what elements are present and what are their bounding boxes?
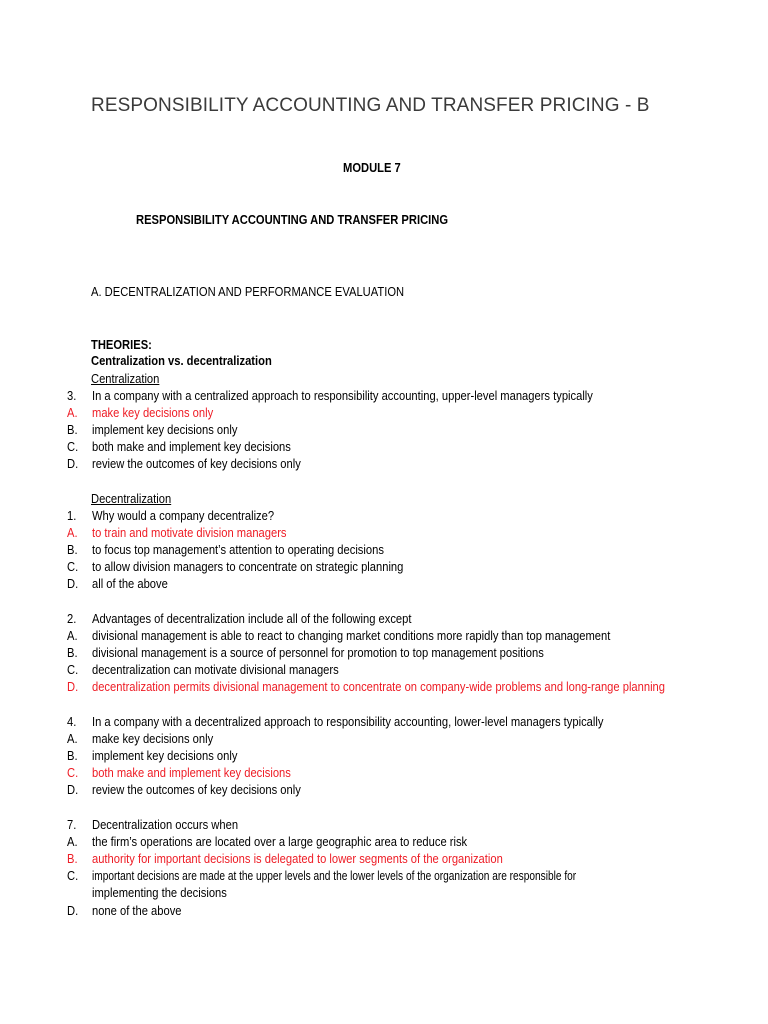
group-label: Centralization <box>91 371 160 386</box>
option-letter: D. <box>67 679 79 694</box>
question-text: Why would a company decentralize? <box>92 508 275 523</box>
section-heading: A. DECENTRALIZATION AND PERFORMANCE EVALUATION <box>91 284 405 299</box>
option-letter: D. <box>67 903 79 918</box>
option-text: decentralization can motivate divisional managers <box>92 662 339 677</box>
option-text: implement key decisions only <box>92 422 238 437</box>
option-text: both make and implement key decisions <box>92 765 291 780</box>
option-letter: C. <box>67 868 79 883</box>
option-text: review the outcomes of key decisions only <box>92 456 301 471</box>
option-text: review the outcomes of key decisions only <box>92 782 301 797</box>
option-text: to train and motivate division managers <box>92 525 287 540</box>
option-text: to focus top management’s attention to operating decisions <box>92 542 384 557</box>
question-text: Advantages of decentralization include all of the following except <box>92 611 412 626</box>
option-text: divisional management is able to react to changing market conditions more rapidly than top management <box>92 628 611 643</box>
option-letter: A. <box>67 525 78 540</box>
option-letter: B. <box>67 422 78 437</box>
option-text: to allow division managers to concentrate on strategic planning <box>92 559 404 574</box>
question-number: 1. <box>67 508 77 523</box>
option-letter: A. <box>67 405 78 420</box>
option-letter: B. <box>67 851 78 866</box>
option-text: the firm’s operations are located over a large geographic area to reduce risk <box>92 834 468 849</box>
option-text: decentralization permits divisional management to concentrate on company-wide problems and long-range planning <box>92 679 666 694</box>
option-letter: B. <box>67 748 78 763</box>
option-letter: A. <box>67 628 78 643</box>
question-text: In a company with a centralized approach to responsibility accounting, upper-level managers typically <box>92 388 593 403</box>
option-text: none of the above <box>92 903 182 918</box>
question-number: 7. <box>67 817 77 832</box>
option-letter: D. <box>67 782 79 797</box>
option-text: make key decisions only <box>92 731 214 746</box>
question-text: Decentralization occurs when <box>92 817 239 832</box>
module-heading: MODULE 7 <box>343 160 401 175</box>
option-letter: B. <box>67 645 78 660</box>
group-label: Decentralization <box>91 491 172 506</box>
option-letter: D. <box>67 576 79 591</box>
option-letter: A. <box>67 834 78 849</box>
option-text: both make and implement key decisions <box>92 439 291 454</box>
option-text: divisional management is a source of personnel for promotion to top management positions <box>92 645 544 660</box>
topic-heading: Centralization vs. decentralization <box>91 353 272 368</box>
option-letter: C. <box>67 439 79 454</box>
question-number: 3. <box>67 388 77 403</box>
option-text: authority for important decisions is delegated to lower segments of the organization <box>92 851 503 866</box>
option-text-continuation: implementing the decisions <box>92 885 227 900</box>
theories-heading: THEORIES: <box>91 337 152 352</box>
option-text: make key decisions only <box>92 405 214 420</box>
option-letter: A. <box>67 731 78 746</box>
option-letter: C. <box>67 559 79 574</box>
option-letter: B. <box>67 542 78 557</box>
question-text: In a company with a decentralized approach to responsibility accounting, lower-level managers typically <box>92 714 604 729</box>
question-number: 4. <box>67 714 77 729</box>
question-number: 2. <box>67 611 77 626</box>
option-text: implement key decisions only <box>92 748 238 763</box>
option-letter: C. <box>67 662 79 677</box>
document-title: RESPONSIBILITY ACCOUNTING AND TRANSFER PRICING - B <box>91 95 650 116</box>
option-text: all of the above <box>92 576 168 591</box>
subheading: RESPONSIBILITY ACCOUNTING AND TRANSFER PRICING <box>136 212 449 227</box>
option-text: important decisions are made at the upper levels and the lower levels of the organization are responsible for <box>92 868 577 883</box>
option-letter: D. <box>67 456 79 471</box>
option-letter: C. <box>67 765 79 780</box>
